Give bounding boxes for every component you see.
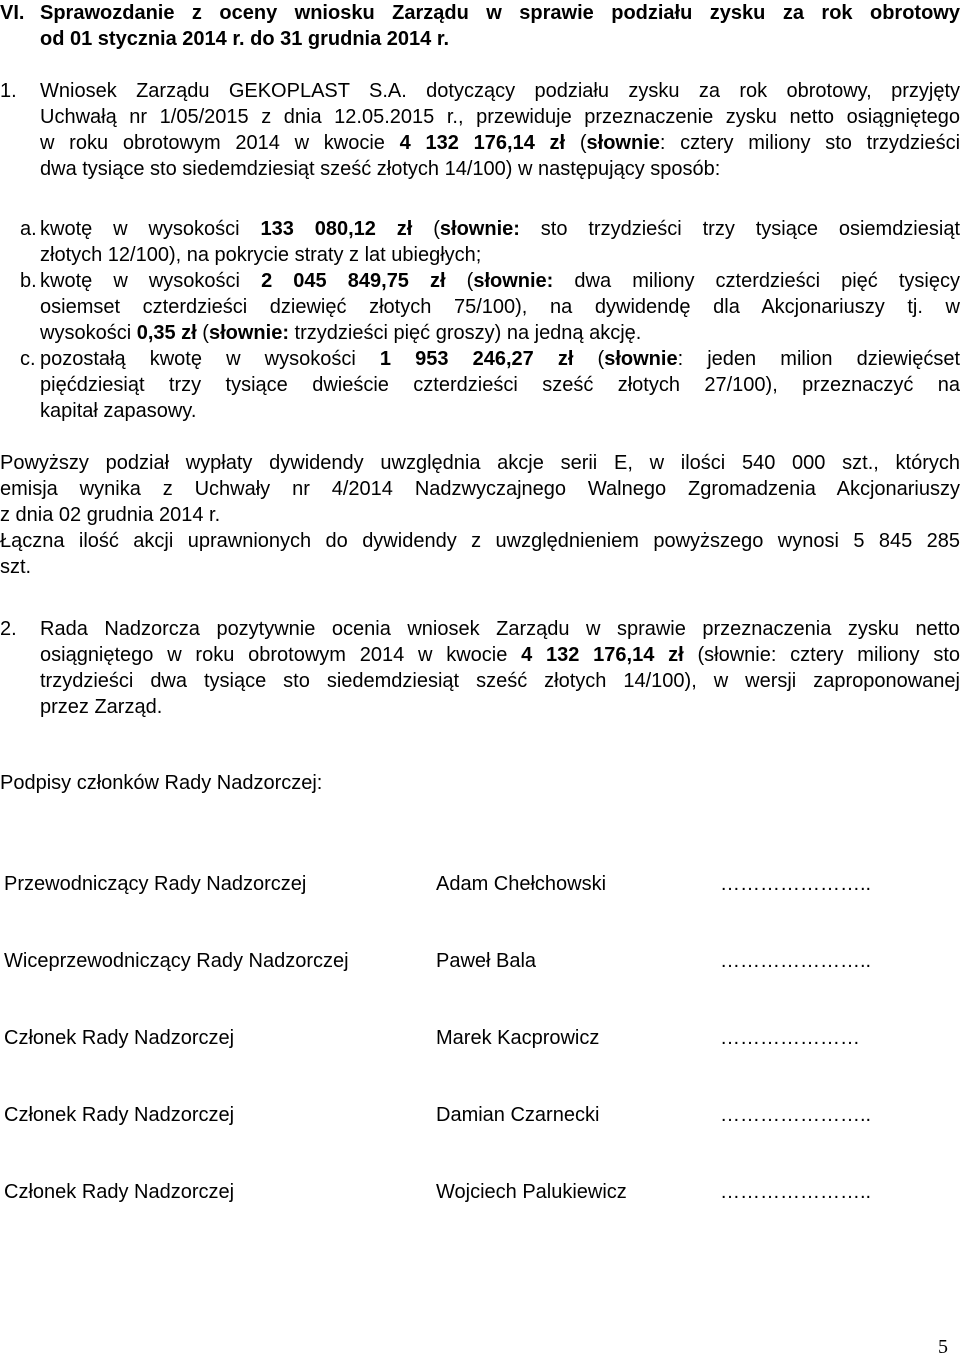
item1-line3 bbox=[40, 130, 960, 156]
allocation-c-post: : jeden milion dziewięćset bbox=[677, 348, 960, 370]
allocation-a-mid: ( bbox=[412, 218, 440, 240]
allocation-c-amount: 1 953 246,27 zł bbox=[379, 348, 574, 370]
allocation-b-line3-slownie: słownie: bbox=[208, 322, 289, 344]
item1-slownie: słownie bbox=[586, 132, 660, 154]
signature-name: Marek Kacprowicz bbox=[436, 1027, 600, 1049]
section-title-line2: od 01 stycznia 2014 r. do 31 grudnia 2014 r. bbox=[40, 28, 450, 50]
allocation-a-pre: kwotę w wysokości bbox=[40, 218, 261, 240]
signature-line: ………………….. bbox=[720, 1181, 872, 1203]
allocation-b-post: dwa miliony czterdzieści pięć tysięcy bbox=[553, 270, 960, 292]
allocation-b-per-share: 0,35 zł bbox=[136, 322, 197, 344]
signature-row bbox=[0, 1179, 960, 1205]
item1-line4: dwa tysiące sto siedemdziesiąt sześć złotych 14/100) w następujący sposób: bbox=[40, 158, 721, 180]
signature-role: Przewodniczący Rady Nadzorczej bbox=[4, 873, 307, 895]
allocation-a-line1 bbox=[40, 216, 960, 242]
item1-line2: Uchwałą nr 1/05/2015 z dnia 12.05.2015 r., przewiduje przeznaczenie zysku netto osiągniętego bbox=[40, 106, 960, 128]
item2-number: 2. bbox=[0, 618, 17, 640]
allocation-c-letter: c. bbox=[20, 348, 36, 370]
signature-role: Wiceprzewodniczący Rady Nadzorczej bbox=[4, 950, 349, 972]
allocation-c bbox=[40, 346, 960, 424]
allocation-c-line3: kapitał zapasowy. bbox=[40, 400, 197, 422]
dividend-note-line3: z dnia 02 grudnia 2014 r. bbox=[0, 504, 221, 526]
item2-line2 bbox=[40, 642, 960, 668]
signature-line: ………………… bbox=[720, 1027, 860, 1049]
signature-role: Członek Rady Nadzorczej bbox=[4, 1181, 235, 1203]
section-title bbox=[40, 0, 960, 52]
signature-line: ………………….. bbox=[720, 1104, 872, 1126]
allocation-b-line2: osiemset czterdzieści dziewięć złotych 75/100), na dywidendę dla Akcjonariuszy tj. w bbox=[40, 296, 960, 318]
allocation-a bbox=[40, 216, 960, 268]
signature-name: Wojciech Palukiewicz bbox=[436, 1181, 627, 1203]
signature-name: Adam Chełchowski bbox=[436, 873, 607, 895]
item1-line3-pre: w roku obrotowym 2014 w kwocie bbox=[40, 132, 400, 154]
allocation-b-line3-mid: ( bbox=[196, 322, 209, 344]
item1-line3-post: : cztery miliony sto trzydzieści bbox=[659, 132, 960, 154]
allocation-b-line3-post: trzydzieści pięć groszy) na jedną akcję. bbox=[288, 322, 642, 344]
dividend-note-line5: szt. bbox=[0, 556, 32, 578]
allocation-a-line2: złotych 12/100), na pokrycie straty z lat ubiegłych; bbox=[40, 244, 482, 266]
signature-name: Damian Czarnecki bbox=[436, 1104, 600, 1126]
allocation-b-line3-pre: wysokości bbox=[40, 322, 137, 344]
allocation-b bbox=[40, 268, 960, 346]
signature-row bbox=[0, 1102, 960, 1128]
section-numeral: VI. bbox=[0, 2, 25, 24]
allocation-b-slownie: słownie: bbox=[473, 270, 554, 292]
item2-amount: 4 132 176,14 zł bbox=[521, 644, 684, 666]
item2-line4: przez Zarząd. bbox=[40, 696, 163, 718]
allocation-b-pre: kwotę w wysokości bbox=[40, 270, 262, 292]
signature-line: ………………….. bbox=[720, 950, 872, 972]
signature-role: Członek Rady Nadzorczej bbox=[4, 1027, 235, 1049]
dividend-note-line2: emisja wynika z Uchwały nr 4/2014 Nadzwyczajnego Walnego Zgromadzenia Akcjonariuszy bbox=[0, 478, 960, 500]
item2-line2-pre: osiągniętego w roku obrotowym 2014 w kwocie bbox=[40, 644, 522, 666]
signature-row bbox=[0, 948, 960, 974]
signature-role: Członek Rady Nadzorczej bbox=[4, 1104, 235, 1126]
signature-row bbox=[0, 871, 960, 897]
item1-number: 1. bbox=[0, 80, 17, 102]
signatures-heading: Podpisy członków Rady Nadzorczej: bbox=[0, 772, 323, 794]
allocation-c-pre: pozostałą kwotę w wysokości bbox=[40, 348, 380, 370]
allocation-c-slownie: słownie bbox=[604, 348, 678, 370]
allocation-a-letter: a. bbox=[20, 218, 37, 240]
item1-line3-mid: ( bbox=[565, 132, 587, 154]
item2-line2-post: (słownie: cztery miliony sto bbox=[683, 644, 960, 666]
allocation-b-line3 bbox=[40, 320, 960, 346]
allocation-a-slownie: słownie: bbox=[439, 218, 520, 240]
allocation-a-post: sto trzydzieści trzy tysiące osiemdziesiąt bbox=[519, 218, 960, 240]
signature-row bbox=[0, 1025, 960, 1051]
item1-line1: Wniosek Zarządu GEKOPLAST S.A. dotyczący podziału zysku za rok obrotowy, przyjęty bbox=[40, 80, 960, 102]
allocation-c-mid: ( bbox=[573, 348, 605, 370]
item1-amount: 4 132 176,14 zł bbox=[399, 132, 566, 154]
signature-name: Paweł Bala bbox=[436, 950, 537, 972]
allocation-b-amount: 2 045 849,75 zł bbox=[261, 270, 446, 292]
allocation-a-amount: 133 080,12 zł bbox=[260, 218, 413, 240]
dividend-note-line1: Powyższy podział wypłaty dywidendy uwzględnia akcje serii E, w ilości 540 000 szt., których bbox=[0, 452, 960, 474]
section-title-line1: Sprawozdanie z oceny wniosku Zarządu w sprawie podziału zysku za rok obrotowy bbox=[40, 2, 960, 24]
allocation-b-line1 bbox=[40, 268, 960, 294]
allocation-c-line1 bbox=[40, 346, 960, 372]
dividend-note-line4: Łączna ilość akcji uprawnionych do dywidendy z uwzględnieniem powyższego wynosi 5 845 285 bbox=[0, 530, 960, 552]
item1-paragraph bbox=[40, 78, 960, 182]
item2-paragraph bbox=[40, 616, 960, 720]
item2-line1: Rada Nadzorcza pozytywnie ocenia wniosek Zarządu w sprawie przeznaczenia zysku netto bbox=[40, 618, 960, 640]
dividend-note bbox=[0, 450, 960, 580]
page-number: 5 bbox=[938, 1336, 948, 1358]
allocation-b-mid: ( bbox=[445, 270, 474, 292]
signature-line: ………………….. bbox=[720, 873, 872, 895]
allocation-b-letter: b. bbox=[20, 270, 37, 292]
allocation-c-line2: pięćdziesiąt trzy tysiące dwieście czterdzieści sześć złotych 27/100), przeznaczyć na bbox=[40, 374, 960, 396]
item2-line3: trzydzieści dwa tysiące sto siedemdziesiąt sześć złotych 14/100), w wersji zaproponowanej bbox=[40, 670, 960, 692]
